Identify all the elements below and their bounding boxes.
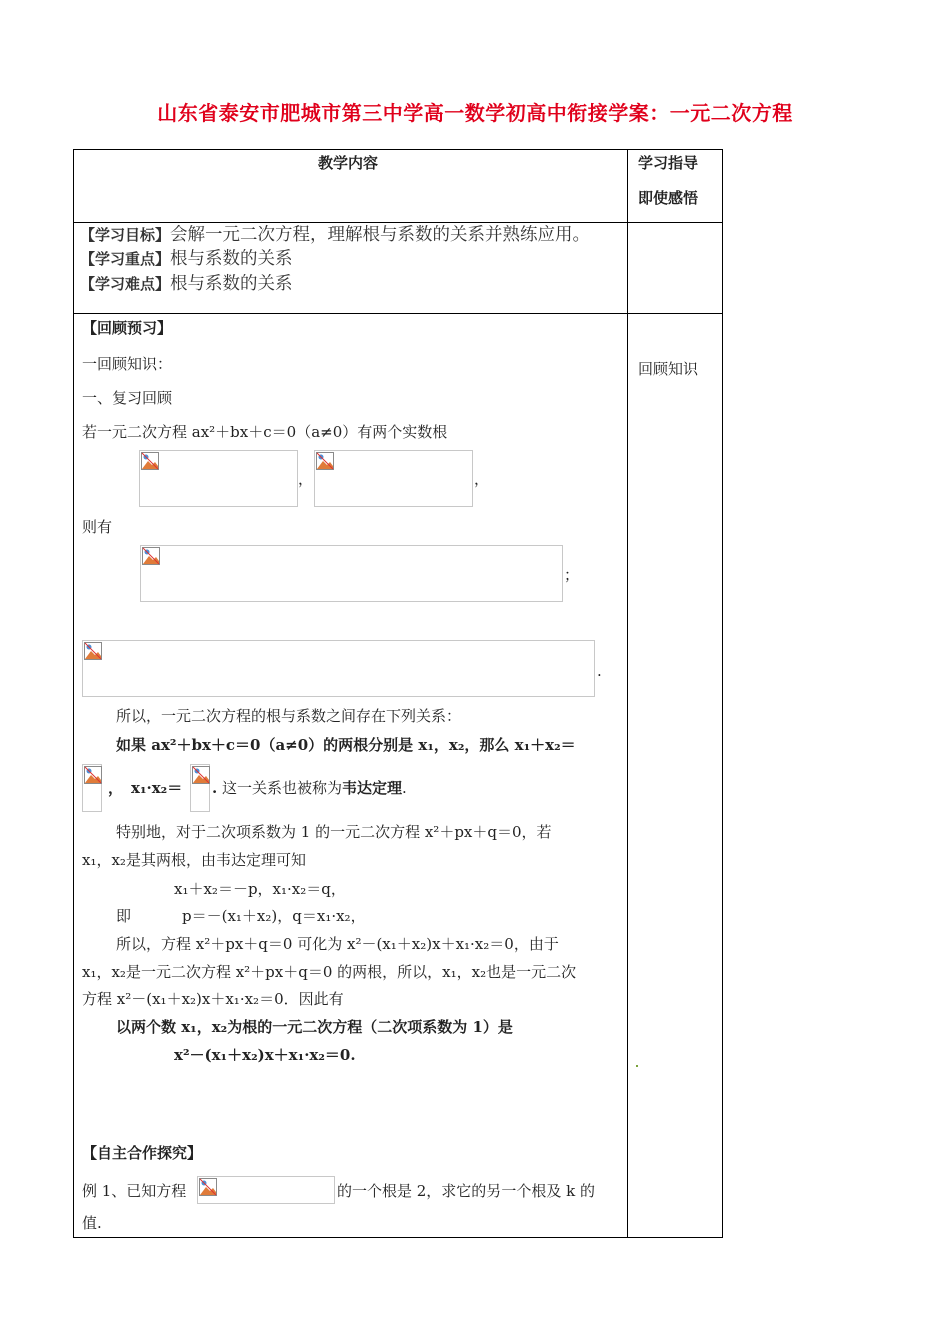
- stray-mark: [636, 1065, 638, 1067]
- header-reflection: 即使感悟: [638, 189, 699, 207]
- broken-image-icon: [316, 452, 334, 470]
- vieta-period: .: [212, 779, 218, 797]
- document-title: 山东省泰安市肥城市第三中学高一数学初高中衔接学案：一元二次方程: [157, 101, 793, 125]
- goal-key-text: 根与系数的关系: [170, 249, 293, 269]
- table-border-divider: [627, 149, 628, 1238]
- vieta-end: .: [402, 779, 407, 797]
- explore-heading: 【自主合作探究】: [82, 1144, 203, 1162]
- review-then: 则有: [82, 518, 113, 536]
- relation-intro: 所以，一元二次方程的根与系数之间存在下列关系：: [116, 707, 462, 725]
- special-line2: x₁，x₂是其两根，由韦达定理可知: [82, 851, 306, 869]
- table-border-top: [73, 149, 723, 150]
- example1-suffix: 的一个根是 2，求它的另一个根及 k 的: [337, 1182, 595, 1200]
- table-border-left: [73, 149, 74, 1238]
- goal-key: [80, 248, 293, 270]
- product-formula-image: [82, 640, 595, 697]
- goal-key-label: 【学习重点】: [80, 250, 171, 268]
- vieta-comma: ，: [108, 779, 124, 797]
- table-border-row2: [73, 313, 723, 314]
- special-line3: x₁＋x₂＝－p，x₁·x₂＝q，: [174, 880, 346, 898]
- product-period: .: [597, 662, 602, 680]
- header-study-guide: 学习指导: [638, 154, 699, 172]
- goal-difficulty-text: 根与系数的关系: [170, 274, 293, 294]
- sum-formula-image: [140, 545, 563, 602]
- review-line2: 一、复习回顾: [82, 389, 173, 407]
- table-border-row1: [73, 222, 723, 223]
- vieta-product-image: [190, 764, 210, 812]
- broken-image-icon: [199, 1178, 217, 1196]
- vieta-sum-image: [82, 764, 102, 812]
- special-line7: 方程 x²－(x₁＋x₂)x＋x₁·x₂＝0．因此有: [82, 990, 344, 1008]
- vieta-note: [212, 779, 407, 797]
- special-line1: 特别地，对于二次项系数为 1 的一元二次方程 x²＋px＋q＝0，若: [116, 823, 552, 841]
- header-teaching-content: 教学内容: [318, 154, 379, 172]
- broken-image-icon: [84, 642, 102, 660]
- special-line4-prefix: 即: [116, 907, 132, 925]
- vieta-product: x₁·x₂＝: [131, 779, 183, 797]
- example1-prefix: 例 1、已知方程: [82, 1182, 187, 1200]
- vieta-theorem-name: 韦达定理: [342, 779, 403, 797]
- vieta-line1: 如果 ax²＋bx＋c＝0（a≠0）的两根分别是 x₁，x₂，那么 x₁＋x₂＝: [116, 736, 576, 754]
- broken-image-icon: [141, 452, 159, 470]
- example1-equation-image: [197, 1176, 335, 1204]
- root-formula-2-image: [314, 450, 473, 507]
- sum-semicolon: ；: [564, 566, 580, 584]
- conclusion-line1: 以两个数 x₁，x₂为根的一元二次方程（二次项系数为 1）是: [116, 1018, 513, 1036]
- special-line4: p＝－(x₁＋x₂)，q＝x₁·x₂，: [182, 907, 366, 925]
- goal-target-label: 【学习目标】: [80, 226, 171, 244]
- special-line6: x₁，x₂是一元二次方程 x²＋px＋q＝0 的两根，所以，x₁，x₂也是一元二次: [82, 963, 577, 981]
- broken-image-icon: [142, 547, 160, 565]
- special-line5: 所以，方程 x²＋px＋q＝0 可化为 x²－(x₁＋x₂)x＋x₁·x₂＝0，由于: [116, 935, 559, 953]
- broken-image-icon: [192, 766, 210, 784]
- goal-target-text: 会解一元二次方程，理解根与系数的关系并熟练应用。: [170, 225, 591, 245]
- root-formula-1-image: [139, 450, 298, 507]
- goal-difficulty: [80, 273, 293, 295]
- root-comma-2: ，: [474, 470, 490, 488]
- review-heading: 【回顾预习】: [82, 319, 173, 337]
- conclusion-line2: x²－(x₁＋x₂)x＋x₁·x₂＝0.: [174, 1046, 356, 1064]
- side-review-note: 回顾知识: [638, 360, 699, 378]
- vieta-note-text: 这一关系也被称为: [222, 779, 343, 797]
- example1-end: 值.: [82, 1214, 102, 1232]
- root-comma-1: ，: [298, 470, 314, 488]
- goal-difficulty-label: 【学习难点】: [80, 275, 171, 293]
- review-line3: 若一元二次方程 ax²＋bx＋c＝0（a≠0）有两个实数根: [82, 423, 448, 441]
- table-border-bottom: [73, 1237, 723, 1238]
- goal-target: [80, 224, 590, 246]
- table-border-right: [722, 149, 723, 1238]
- broken-image-icon: [84, 766, 102, 784]
- review-line1: 一回顾知识：: [82, 355, 173, 373]
